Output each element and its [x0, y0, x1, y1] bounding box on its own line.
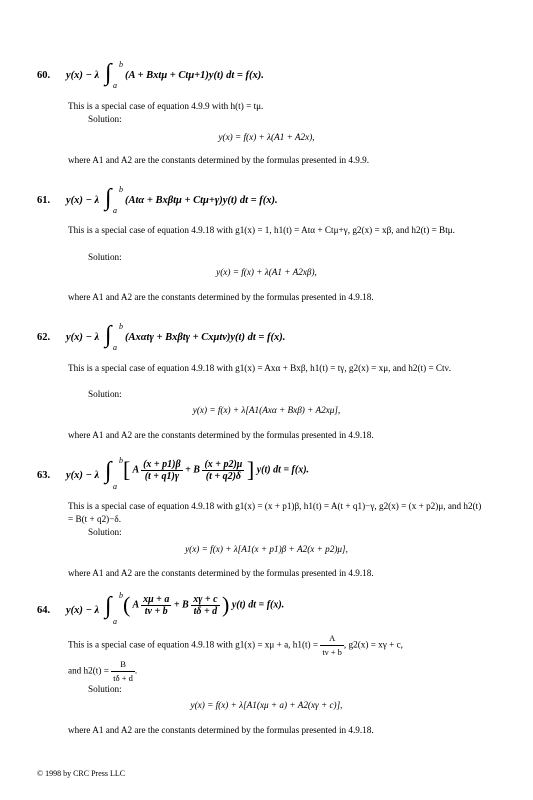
equation-lhs: y(x) − λ — [66, 470, 100, 481]
coefficient-a: A — [132, 464, 139, 476]
right-bracket: ] — [246, 457, 255, 482]
lower-limit: a — [113, 81, 117, 90]
h1-fraction — [320, 632, 344, 659]
description-line2-start: and h2(t) = — [68, 665, 109, 676]
integral-sign: ∫ — [105, 60, 112, 86]
fraction-b — [191, 594, 219, 617]
lower-limit: a — [113, 617, 117, 626]
upper-limit: b — [119, 322, 123, 331]
upper-limit: b — [119, 60, 123, 69]
equation-61-description: This is a special case of equation 4.9.18 with g1(x) = 1, h1(t) = Atα + Ctμ+γ, g2(x) = xβ, and h2(t) = Btμ. — [68, 225, 455, 235]
solution-formula: y(x) = f(x) + λ(A1 + A2x), — [218, 132, 315, 142]
right-paren: ) — [222, 592, 230, 617]
fraction-a-denominator: (t + q1)γ — [144, 470, 179, 482]
integral-sign: ∫ — [105, 185, 112, 211]
fraction-a-denominator: tν + b — [144, 605, 168, 617]
lower-limit: a — [113, 206, 117, 215]
upper-limit: b — [119, 591, 123, 600]
description-text-start: This is a special case of equation 4.9.18 with g1(x) = xμ + a, h1(t) = — [68, 639, 319, 650]
equation-number: 62. — [37, 332, 51, 343]
lower-limit: a — [113, 343, 117, 352]
solution-label: Solution: — [88, 684, 122, 694]
solution-formula: y(x) = f(x) + λ(A1 + A2xβ), — [216, 267, 317, 277]
integrand: (Axαtγ + Bxβtγ + Cxμtν)y(t) dt = f(x). — [125, 332, 286, 343]
left-bracket: [ — [123, 457, 131, 482]
fraction-b-denominator: (t + q2)δ — [205, 470, 242, 482]
constants-note: where A1 and A2 are the constants determined by the formulas presented in 4.9.18. — [68, 725, 374, 735]
integral-sign: ∫ — [105, 458, 112, 484]
constants-note: where A1 and A2 are the constants determined by the formulas presented in 4.9.18. — [68, 430, 374, 440]
equation-number: 63. — [37, 470, 51, 481]
h2-fraction — [111, 658, 138, 685]
solution-formula: y(x) = f(x) + λ[A1(x + p1)β + A2(x + p2)μ], — [185, 544, 348, 554]
fraction-a — [141, 459, 182, 482]
description-text-end: , g2(x) = xγ + c, — [343, 639, 403, 650]
equation-64-description — [68, 632, 488, 659]
h1-numerator: A — [320, 632, 344, 646]
equation-lhs: y(x) − λ — [66, 70, 100, 81]
h2-denominator: tδ + d — [113, 673, 133, 683]
fraction-b-denominator: tδ + d — [193, 605, 218, 617]
solution-label: Solution: — [88, 389, 122, 399]
integrand — [123, 457, 309, 483]
equation-number: 60. — [37, 70, 51, 81]
integrand-tail: y(t) dt = f(x). — [256, 464, 310, 476]
equation-63-description: This is a special case of equation 4.9.18 with g1(x) = (x + p1)β, h1(t) = A(t + q1)−γ, g2(x) = (x + p2)μ, and h2(t) = B(t + q2)−δ. — [68, 501, 482, 524]
plus-b: + B — [185, 464, 200, 476]
fraction-b — [202, 459, 244, 482]
integrand-tail: y(t) dt = f(x). — [231, 599, 285, 611]
integrand: (Atα + Bxβtμ + Ctμ+γ)y(t) dt = f(x). — [125, 195, 278, 206]
fraction-b-numerator: (x + p2)μ — [204, 458, 243, 470]
description-line2-end: . — [134, 665, 138, 676]
constants-note: where A1 and A2 are the constants determined by the formulas presented in 4.9.18. — [68, 568, 374, 578]
solution-label: Solution: — [88, 114, 122, 124]
copyright-footer: © 1998 by CRC Press LLC — [37, 769, 126, 778]
equation-lhs: y(x) − λ — [66, 605, 100, 616]
integral-sign: ∫ — [105, 593, 112, 619]
integrand: (A + Bxtμ + Ctμ+1)y(t) dt = f(x). — [125, 70, 264, 81]
fraction-a-numerator: xμ + a — [143, 593, 170, 605]
equation-60-description: This is a special case of equation 4.9.9 with h(t) = tμ. — [68, 101, 264, 111]
h2-numerator: B — [111, 658, 135, 672]
equation-62-description: This is a special case of equation 4.9.18 with g1(x) = Axα + Bxβ, h1(t) = tγ, g2(x) = xμ, and h2(t) = Ctν. — [68, 363, 452, 373]
lower-limit: a — [113, 482, 117, 491]
fraction-a — [141, 594, 171, 617]
equation-number: 64. — [37, 605, 51, 616]
integrand — [123, 592, 284, 618]
solution-formula: y(x) = f(x) + λ[A1(Axα + Bxβ) + A2xμ], — [192, 405, 341, 415]
equation-lhs: y(x) − λ — [66, 195, 100, 206]
h1-denominator: tν + b — [322, 647, 342, 657]
constants-note: where A1 and A2 are the constants determined by the formulas presented in 4.9.18. — [68, 292, 374, 302]
integral-sign: ∫ — [105, 322, 112, 348]
coefficient-a: A — [132, 599, 139, 611]
upper-limit: b — [119, 185, 123, 194]
fraction-a-numerator: (x + p1)β — [143, 458, 181, 470]
left-paren: ( — [123, 592, 131, 617]
solution-label: Solution: — [88, 252, 122, 262]
equation-number: 61. — [37, 195, 51, 206]
upper-limit: b — [119, 456, 123, 465]
equation-lhs: y(x) − λ — [66, 332, 100, 343]
solution-formula: y(x) = f(x) + λ[A1(xμ + a) + A2(xγ + c)], — [190, 700, 343, 710]
constants-note: where A1 and A2 are the constants determined by the formulas presented in 4.9.9. — [68, 155, 370, 165]
fraction-b-numerator: xγ + c — [193, 593, 218, 605]
solution-label: Solution: — [88, 527, 122, 537]
equation-64-description-line2 — [68, 658, 488, 685]
plus-b: + B — [173, 599, 189, 611]
